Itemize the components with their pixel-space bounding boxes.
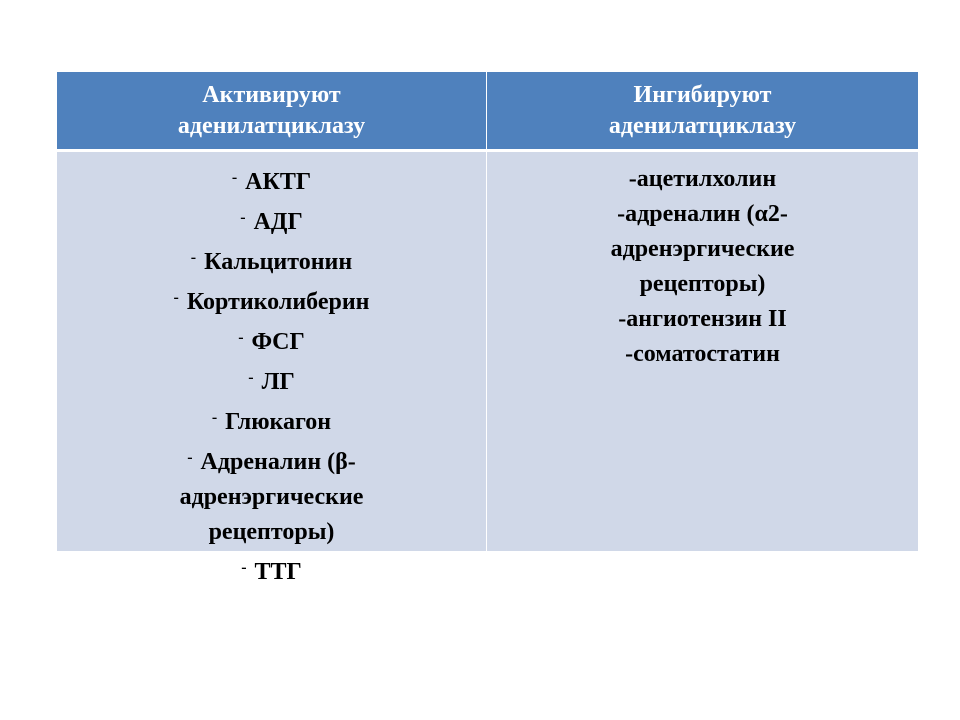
- activator-text: ЛГ: [261, 369, 295, 395]
- activator-item: [57, 480, 486, 515]
- inhibitor-item: -адреналин (α2-: [617, 201, 788, 227]
- inhibitors-cell: [487, 152, 918, 551]
- activator-item: [57, 440, 486, 480]
- dash-bullet: -: [231, 169, 238, 186]
- activator-text: ТТГ: [254, 559, 302, 585]
- activator-text: Глюкагон: [225, 409, 332, 435]
- activator-item: [57, 200, 486, 240]
- dash-bullet: -: [173, 289, 179, 306]
- activators-cell: [57, 152, 487, 585]
- dash-bullet: -: [211, 409, 218, 426]
- activator-text: рецепторы): [208, 519, 335, 545]
- activator-item: [57, 360, 486, 400]
- header-activators-line-2: аденилатциклазу: [177, 112, 366, 139]
- dash-bullet: -: [190, 249, 197, 266]
- activator-text: Кортиколиберин: [186, 289, 370, 315]
- dash-bullet: -: [248, 369, 254, 386]
- header-inhibitors-line-2: аденилатциклазу: [608, 112, 797, 139]
- header-activators: [57, 72, 487, 152]
- header-inhibitors-line-1: Ингибируют: [633, 81, 772, 108]
- activator-text: ФСГ: [251, 329, 305, 355]
- inhibitor-item: -ацетилхолин: [628, 166, 777, 192]
- activator-item: [57, 515, 486, 550]
- activator-text: АДГ: [253, 209, 303, 235]
- inhibitor-item: -ангиотензин II: [618, 306, 787, 332]
- header-inhibitors: [487, 72, 918, 152]
- activator-item: [57, 320, 486, 360]
- inhibitor-item: адренэргические: [610, 236, 795, 262]
- activator-item: [57, 400, 486, 440]
- header-activators-line-1: Активируют: [202, 81, 341, 108]
- dash-bullet: -: [241, 559, 247, 576]
- activator-text: Адреналин (β-: [200, 449, 356, 475]
- activator-item: [57, 280, 486, 320]
- dash-bullet: -: [238, 329, 244, 346]
- activator-text: адренэргические: [179, 484, 364, 510]
- activator-item: [57, 550, 486, 590]
- dash-bullet: -: [240, 209, 246, 226]
- adenylate-cyclase-table: [57, 72, 918, 585]
- activator-text: Кальцитонин: [204, 249, 353, 275]
- inhibitor-item: -соматостатин: [625, 341, 780, 367]
- activator-item: [57, 240, 486, 280]
- dash-bullet: -: [187, 449, 193, 466]
- activator-text: АКТГ: [245, 169, 312, 195]
- inhibitor-item: рецепторы): [639, 271, 766, 297]
- activator-item: [57, 160, 486, 200]
